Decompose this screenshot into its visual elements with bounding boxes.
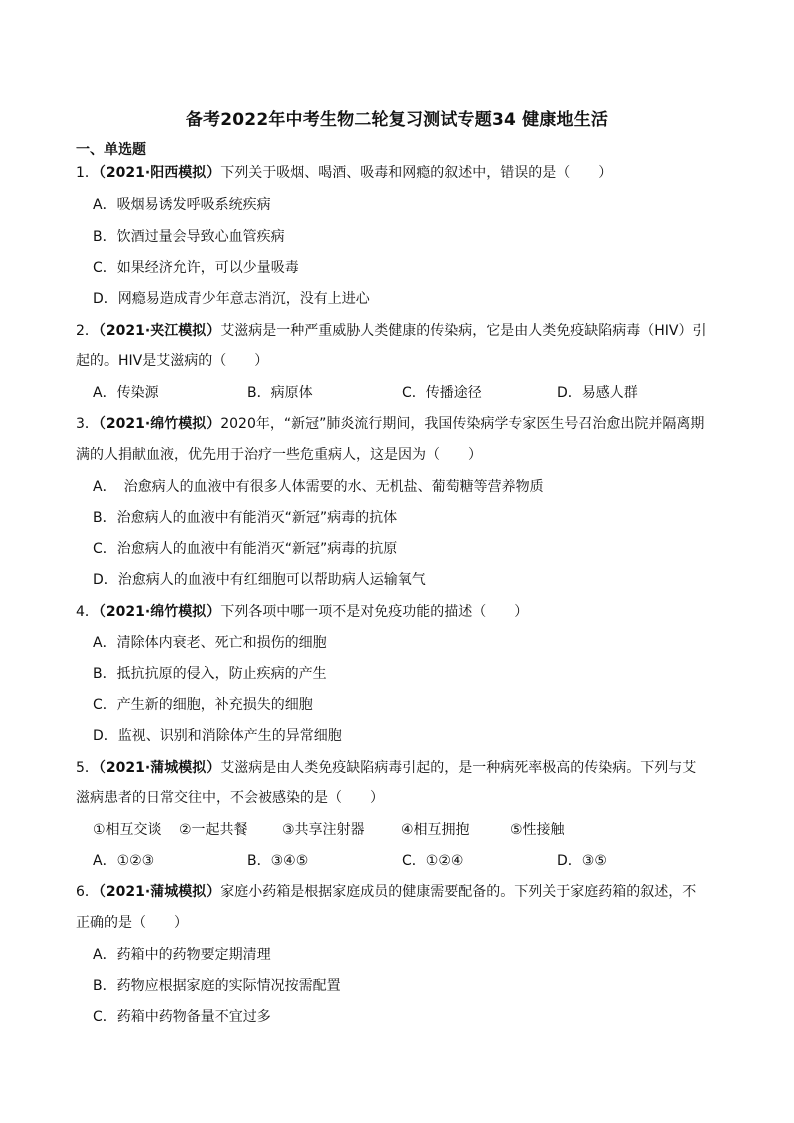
question-source: （2021·夹江模拟） — [98, 323, 221, 339]
question-6-stem-cont: 正确的是（ ） — [76, 915, 188, 931]
question-text: 下列关于吸烟、喝酒、吸毒和网瘾的叙述中，错误的是（ ） — [220, 165, 613, 181]
question-number: 6． — [76, 884, 99, 900]
question-5-item-2: ②一起共餐 — [179, 822, 248, 838]
question-5-item-5: ⑤性接触 — [510, 822, 565, 838]
question-4-option-d: D．监视、识别和消除体产生的异常细胞 — [93, 728, 342, 744]
question-text: 艾滋病是一种严重威胁人类健康的传染病，它是由人类免疫缺陷病毒（HIV）引 — [220, 323, 707, 339]
question-2-option-a: A．传染源 — [93, 385, 159, 401]
question-5-option-d: D．③⑤ — [557, 853, 607, 869]
question-5-option-c: C．①②④ — [402, 853, 464, 869]
question-text: 家庭小药箱是根据家庭成员的健康需要配备的。下列关于家庭药箱的叙述，不 — [220, 884, 697, 900]
question-5-stem — [76, 759, 696, 777]
question-1-option-b: B．饮酒过量会导致心血管疾病 — [93, 229, 285, 245]
question-number: 2． — [76, 323, 99, 339]
question-3-stem-cont: 满的人捐献血液，优先用于治疗一些危重病人，这是因为（ ） — [76, 447, 482, 463]
question-source: （2021·阳西模拟） — [98, 165, 221, 181]
question-6-option-b: B．药物应根据家庭的实际情况按需配置 — [93, 978, 341, 994]
question-4-option-a: A．清除体内衰老、死亡和损伤的细胞 — [93, 635, 327, 651]
question-2-option-d: D．易感人群 — [557, 385, 638, 401]
question-1-stem — [76, 164, 612, 182]
question-2-stem-cont: 起的。HIV是艾滋病的（ ） — [76, 353, 269, 369]
question-4-option-c: C．产生新的细胞，补充损失的细胞 — [93, 697, 313, 713]
question-1-option-d: D．网瘾易造成青少年意志消沉，没有上进心 — [93, 291, 370, 307]
question-number: 4． — [76, 604, 99, 620]
question-5-item-4: ④相互拥抱 — [401, 822, 470, 838]
question-5-item-1: ①相互交谈 — [93, 822, 162, 838]
question-text: 艾滋病是由人类免疫缺陷病毒引起的，是一种病死率极高的传染病。下列与艾 — [220, 760, 697, 776]
question-3-option-d: D．治愈病人的血液中有红细胞可以帮助病人运输氧气 — [93, 572, 426, 588]
question-3-option-b: B．治愈病人的血液中有能消灭“新冠”病毒的抗体 — [93, 510, 398, 526]
question-6-stem — [76, 883, 696, 901]
question-number: 3． — [76, 416, 99, 432]
question-1-option-a: A．吸烟易诱发呼吸系统疾病 — [93, 197, 271, 213]
question-2-option-b: B．病原体 — [247, 385, 313, 401]
question-5-stem-cont: 滋病患者的日常交往中，不会被感染的是（ ） — [76, 790, 384, 806]
question-number: 5． — [76, 760, 99, 776]
section-heading: 一、单选题 — [76, 142, 146, 158]
question-5-item-3: ③共享注射器 — [282, 822, 365, 838]
question-5-option-a: A．①②③ — [93, 853, 155, 869]
question-5-option-b: B．③④⑤ — [247, 853, 309, 869]
question-4-stem — [76, 603, 528, 621]
question-3-option-c: C．治愈病人的血液中有能消灭“新冠”病毒的抗原 — [93, 541, 398, 557]
question-1-option-c: C．如果经济允许，可以少量吸毒 — [93, 260, 299, 276]
question-3-option-a: A． 治愈病人的血液中有很多人体需要的水、无机盐、葡萄糖等营养物质 — [93, 479, 544, 495]
question-2-stem — [76, 322, 706, 340]
question-2-option-c: C．传播途径 — [402, 385, 482, 401]
question-4-option-b: B．抵抗抗原的侵入，防止疾病的产生 — [93, 666, 327, 682]
question-source: （2021·蒲城模拟） — [98, 884, 221, 900]
question-3-stem — [76, 415, 704, 433]
question-number: 1． — [76, 165, 99, 181]
question-text: 下列各项中哪一项不是对免疫功能的描述（ ） — [220, 604, 529, 620]
question-source: （2021·绵竹模拟） — [98, 416, 221, 432]
question-text: 2020年，“新冠”肺炎流行期间，我国传染病学专家医生号召治愈出院并隔离期 — [220, 416, 705, 432]
question-6-option-c: C．药箱中药物备量不宜过多 — [93, 1009, 271, 1025]
question-source: （2021·绵竹模拟） — [98, 604, 221, 620]
page-title: 备考2022年中考生物二轮复习测试专题34 健康地生活 — [185, 110, 609, 130]
question-6-option-a: A．药箱中的药物要定期清理 — [93, 947, 271, 963]
question-source: （2021·蒲城模拟） — [98, 760, 221, 776]
